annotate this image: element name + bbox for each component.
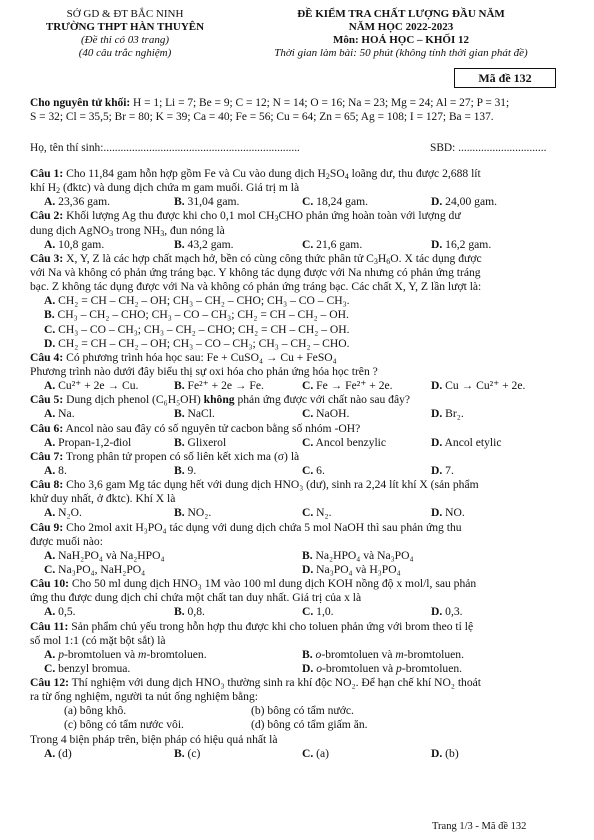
question-text: được muối nào:	[30, 534, 103, 548]
option-d[interactable]: D. 0,3.	[431, 605, 463, 619]
question-text: SO	[329, 167, 345, 180]
atomic-masses-line2: S = 32; Cl = 35,5; Br = 80; K = 39; Ca = 40; Fe = 56; Cu = 64; Zn = 65; Ag = 108; I = 127; Ba = 137.	[30, 110, 494, 123]
question-text: Có phương trình hóa học sau: Fe + CuSO₄ → Cu + FeSO₄	[63, 350, 337, 364]
question-label: Câu 12:	[30, 676, 69, 690]
option-a[interactable]: A. NaH₂PO₄ và Na₂HPO₄	[44, 548, 165, 562]
exam-title: ĐỀ KIỂM TRA CHẤT LƯỢNG ĐẦU NĂM	[297, 8, 505, 20]
answer-options	[30, 436, 564, 450]
methods-row2	[30, 718, 564, 732]
option-b[interactable]: B. Glixerol	[174, 435, 227, 449]
question-10	[30, 577, 564, 619]
method-a: (a) bông khô.	[64, 704, 127, 718]
subscript: 3	[373, 256, 378, 266]
option-b[interactable]: B. 43,2 gam.	[174, 237, 234, 251]
option-b[interactable]: B. NO₂.	[174, 506, 212, 520]
question-text: Thí nghiệm với dung dịch HNO₃ thường sinh ra khí độc NO₂. Để hạn chế khí NO₂ thoát	[68, 676, 482, 690]
option-d[interactable]: D. NO.	[431, 506, 465, 520]
option-b[interactable]: B. CH₃ – CH₂ – CHO; CH₃ – CO – CH₃; CH₂ = CH – CH₂ – OH.	[44, 308, 349, 322]
methods-row1	[30, 704, 564, 718]
subscript: 3	[274, 214, 279, 224]
option-a[interactable]: A. Cu²⁺ + 2e → Cu.	[44, 379, 139, 393]
question-text-emphasis: không	[203, 393, 235, 407]
answer-options	[30, 464, 564, 478]
option-c[interactable]: C. 1,0.	[302, 605, 334, 619]
question-label: Câu 10:	[30, 577, 69, 591]
option-b[interactable]: B. (c)	[174, 746, 201, 760]
option-c[interactable]: C. N₂.	[302, 506, 332, 520]
question-label: Câu 1:	[30, 167, 64, 180]
method-c: (c) bông có tẩm nước vôi.	[64, 718, 184, 732]
question-text: Cho 3,6 gam Mg tác dụng hết với dung dịch HNO₃ (dư), sinh ra 2,24 lít khí X (sản phẩm	[63, 478, 479, 492]
question-12	[30, 676, 564, 761]
method-b: (b) bông có tẩm nước.	[251, 704, 354, 718]
answer-options	[30, 238, 564, 252]
option-c[interactable]: C. 6.	[302, 463, 325, 477]
question-text: loãng dư, thu được 2,688 lít	[348, 167, 481, 180]
question-text: ứng thu được dung dịch chỉ chứa một chất tan duy nhất. Giá trị của x là	[30, 591, 362, 605]
answer-options-row1	[30, 648, 564, 662]
option-c[interactable]: C. 18,24 gam.	[302, 195, 369, 209]
question-text: khí H	[30, 181, 57, 195]
option-a[interactable]: A. 10,8 gam.	[44, 237, 105, 251]
option-c[interactable]: C. NaOH.	[302, 407, 350, 421]
option-d[interactable]: D. 16,2 gam.	[431, 237, 492, 251]
option-a[interactable]: A. p-bromtoluen và m-bromtoluen.	[44, 647, 207, 661]
option-d[interactable]: D. Cu → Cu²⁺ + 2e.	[431, 379, 526, 393]
answer-options	[30, 379, 564, 393]
question-text: phản ứng được với chất nào sau đây?	[234, 393, 411, 407]
question-text: O. X tác dụng được	[390, 251, 482, 265]
question-text: Trong phân tử propen có số liên kết xich ma (σ) là	[63, 449, 300, 463]
department: SỞ GD & ĐT BẮC NINH	[66, 8, 184, 20]
option-b[interactable]: B. 9.	[174, 463, 197, 477]
option-b[interactable]: B. NaCl.	[174, 407, 215, 421]
question-text: Dung dịch phenol (C₆H₅OH)	[63, 393, 204, 407]
option-b[interactable]: B. o-bromtoluen và m-bromtoluen.	[302, 647, 464, 661]
answer-options-row2	[30, 662, 564, 676]
question-text: H	[377, 251, 387, 265]
question-2	[30, 209, 564, 251]
question-text: Khối lượng Ag thu được khi cho 0,1 mol CH	[63, 209, 275, 223]
subject: Môn: HOÁ HỌC – KHỐI 12	[333, 33, 469, 46]
question-11	[30, 620, 564, 677]
question-text: dung dịch AgNO	[30, 223, 110, 237]
answer-options	[30, 407, 564, 421]
option-d[interactable]: D. Br₂.	[431, 407, 464, 421]
option-d[interactable]: D. CH₂ = CH – CH₂ – OH; CH₃ – CO – CH₃; CH₃ – CH₂ – CHO.	[44, 336, 350, 350]
header-left	[30, 8, 220, 60]
question-label: Câu 4:	[30, 350, 64, 364]
question-3	[30, 252, 564, 351]
student-name-field: Họ, tên thí sinh:.....................................................................	[30, 142, 300, 154]
atomic-masses	[30, 97, 565, 125]
question-6	[30, 422, 564, 450]
subscript: 4	[344, 172, 349, 181]
option-a[interactable]: A. (d)	[44, 746, 72, 760]
option-a[interactable]: A. Na.	[44, 407, 75, 421]
student-info	[30, 142, 565, 156]
subscript: 3	[160, 228, 165, 238]
option-d[interactable]: D. o-bromtoluen và p-bromtoluen.	[302, 661, 463, 675]
option-c[interactable]: C. Ancol benzylic	[302, 435, 387, 449]
question-text: Phương trình nào dưới đây biểu thị sự oxi hóa cho phản ứng hóa học trên ?	[30, 364, 378, 378]
question-text: Cho 2mol axit H₃PO₄ tác dụng với dung dịch chứa 5 mol NaOH thì sau phản ứng thu	[63, 520, 462, 534]
page-count: (Đề thi có 03 trang)	[81, 33, 169, 46]
page-footer: Trang 1/3 - Mã đề 132	[432, 821, 527, 832]
question-9	[30, 521, 564, 578]
header-right	[236, 8, 566, 60]
question-text: bạc. Z không tác dụng được với Na và không có phản ứng tráng bạc. Các chất X, Y, Z lần lượt là:	[30, 280, 482, 294]
option-b[interactable]: B. Fe²⁺ + 2e → Fe.	[174, 379, 264, 393]
question-text: Sản phẩm chủ yếu trong hỗn hợp thu được khi cho toluen phản ứng với brom theo tỉ lệ	[68, 619, 474, 633]
option-a[interactable]: A. CH₂ = CH – CH₂ – OH; CH₃ – CH₂ – CHO; CH₃ – CO – CH₃.	[44, 294, 350, 308]
answer-options	[30, 506, 564, 520]
option-c[interactable]: C. Na₃PO₄, NaH₂PO₄	[44, 562, 146, 576]
question-text: Trong 4 biện pháp trên, biện pháp có hiệu quả nhất là	[30, 732, 278, 746]
atomic-masses-label: Cho nguyên tử khối:	[30, 97, 131, 109]
question-text: X, Y, Z là các hợp chất mạch hở, bền có cùng công thức phân tử C	[63, 251, 374, 265]
question-text: Ancol nào sau đây có số nguyên tử cacbon bằng số nhóm -OH?	[63, 421, 361, 435]
subscript: 3	[109, 228, 114, 238]
answer-options	[30, 605, 564, 619]
answer-options	[30, 195, 564, 209]
time-limit: Thời gian làm bài: 50 phút (không tính thời gian phát đề)	[274, 46, 528, 59]
questions	[30, 167, 564, 761]
question-text: ra từ ống nghiệm, người ta nút ống nghiệm bằng:	[30, 690, 258, 704]
option-d[interactable]: D. Ancol etylic	[431, 435, 502, 449]
exam-code-box: Mã đề 132	[454, 68, 556, 88]
option-a[interactable]: A. 0,5.	[44, 605, 76, 619]
answer-options-row2	[30, 563, 564, 577]
method-d: (d) bông có tẩm giấm ăn.	[251, 718, 368, 732]
question-text: CHO phản ứng hoàn toàn với lượng dư	[278, 209, 461, 223]
school-name: TRƯỜNG THPT HÀN THUYÊN	[45, 20, 205, 33]
option-d[interactable]: D. 24,00 gam.	[431, 195, 498, 209]
option-a[interactable]: A. 8.	[44, 463, 67, 477]
subscript: 2	[56, 186, 61, 196]
question-label: Câu 8:	[30, 478, 64, 492]
option-a[interactable]: A. N₂O.	[44, 506, 82, 520]
option-b[interactable]: B. 31,04 gam.	[174, 195, 240, 209]
question-text: khử duy nhất, ở đktc). Khí X là	[30, 492, 176, 506]
subscript: 6	[386, 256, 391, 266]
question-label: Câu 2:	[30, 209, 64, 223]
answer-options-row1	[30, 549, 564, 563]
option-a[interactable]: A. Propan-1,2-điol	[44, 435, 132, 449]
school-year: NĂM HỌC 2022-2023	[348, 20, 454, 33]
question-label: Câu 9:	[30, 520, 64, 534]
option-d[interactable]: D. (b)	[431, 746, 459, 760]
atomic-masses-line1: H = 1; Li = 7; Be = 9; C = 12; N = 14; O = 16; Na = 23; Mg = 24; Al = 27; P = 31;	[130, 97, 510, 109]
option-a[interactable]: A. 23,36 gam.	[44, 195, 111, 209]
option-c[interactable]: C. 21,6 gam.	[302, 237, 363, 251]
question-text: trong NH	[113, 223, 161, 237]
option-d[interactable]: D. 7.	[431, 463, 454, 477]
subscript: 2	[325, 172, 330, 181]
question-label: Câu 3:	[30, 251, 64, 265]
question-text: với Na và không có phản ứng tráng bạc. Y không tác dụng được với Na nhưng có phản ứng tráng	[30, 265, 481, 279]
option-b[interactable]: B. 0,8.	[174, 605, 205, 619]
answer-options	[30, 747, 564, 761]
option-b[interactable]: B. Na₂HPO₄ và Na₃PO₄	[302, 548, 414, 562]
question-5	[30, 393, 564, 421]
question-label: Câu 11:	[30, 619, 69, 633]
option-d[interactable]: D. Na₃PO₄ và H₃PO₄	[302, 562, 401, 576]
option-c[interactable]: C. (a)	[302, 746, 330, 760]
question-8	[30, 478, 564, 520]
option-c[interactable]: C. CH₃ – CO – CH₃; CH₃ – CH₂ – CHO; CH₂ = CH – CH₂ – OH.	[44, 322, 350, 336]
student-id-field: SBD: ...............................	[430, 142, 547, 154]
question-label: Câu 7:	[30, 449, 64, 463]
question-count: (40 câu trắc nghiệm)	[78, 46, 172, 59]
question-text: , đun nóng là	[164, 223, 225, 237]
question-text: Cho 11,84 gam hỗn hợp gồm Fe và Cu vào dung dịch H	[63, 167, 326, 180]
question-text: Cho 50 ml dung dịch HNO₃ 1M vào 100 ml dung dịch KOH nồng độ x mol/l, sau phản	[68, 577, 477, 591]
question-7	[30, 450, 564, 478]
option-c[interactable]: C. Fe → Fe²⁺ + 2e.	[302, 379, 393, 393]
question-4	[30, 351, 564, 393]
question-label: Câu 5:	[30, 393, 64, 407]
question-1	[30, 167, 564, 209]
question-text: số mol 1:1 (có mặt bột sắt) là	[30, 633, 166, 647]
question-label: Câu 6:	[30, 421, 64, 435]
option-c[interactable]: C. benzyl bromua.	[44, 661, 131, 675]
question-text: (đktc) và dung dịch chứa m gam muối. Giá trị m là	[60, 181, 300, 195]
